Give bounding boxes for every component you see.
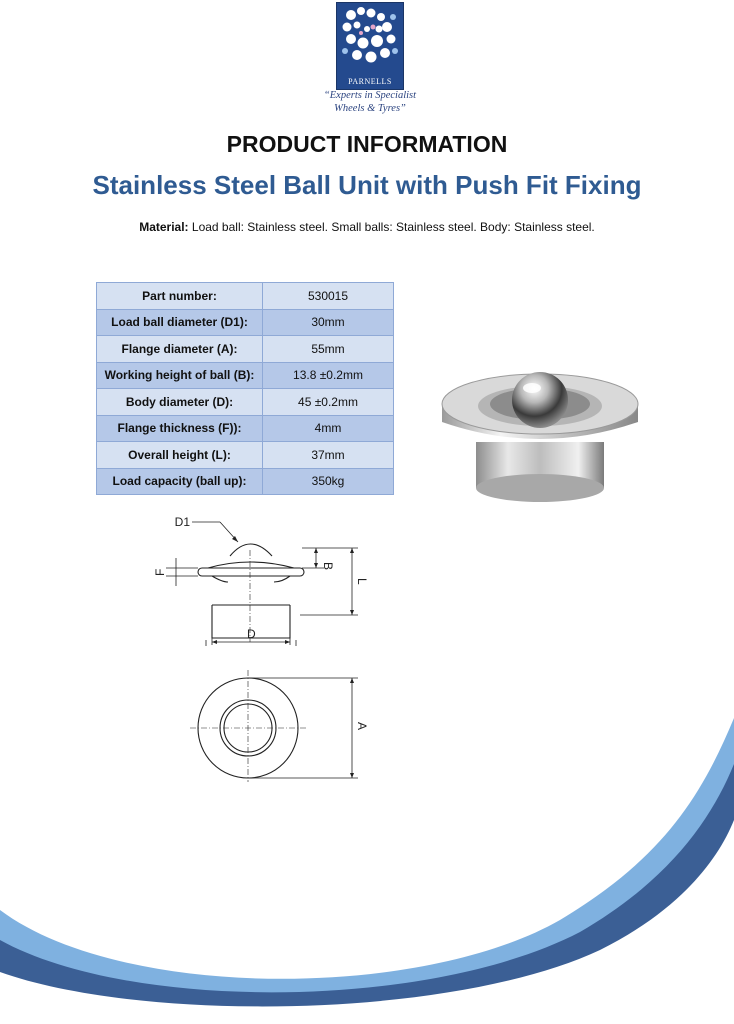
spec-row bbox=[97, 415, 394, 442]
spec-label: Flange thickness (F)): bbox=[97, 415, 263, 442]
spec-row bbox=[97, 336, 394, 363]
product-title: Stainless Steel Ball Unit with Push Fit Fixing bbox=[92, 170, 642, 200]
label-d: D bbox=[247, 627, 256, 641]
label-l: L bbox=[355, 578, 369, 585]
label-a: A bbox=[355, 722, 369, 731]
spec-label: Overall height (L): bbox=[97, 442, 263, 469]
material-label: Material: bbox=[139, 220, 189, 234]
spec-label: Load ball diameter (D1): bbox=[97, 309, 263, 336]
spec-row bbox=[97, 309, 394, 336]
label-d1: D1 bbox=[174, 515, 190, 529]
material-text: Load ball: Stainless steel. Small balls: Stainless steel. Body: Stainless steel. bbox=[188, 220, 595, 234]
logo-circles-icon bbox=[337, 3, 403, 75]
label-b: B bbox=[321, 562, 335, 571]
cap-outline bbox=[208, 562, 294, 568]
label-f: F bbox=[153, 568, 167, 576]
tagline-line-1: “Experts in Specialist bbox=[323, 90, 417, 101]
tagline-line-2: Wheels & Tyres” bbox=[334, 103, 406, 114]
spec-label: Part number: bbox=[97, 283, 263, 310]
spec-row bbox=[97, 362, 394, 389]
spec-label: Body diameter (D): bbox=[97, 389, 263, 416]
spec-row bbox=[97, 442, 394, 469]
page-heading: PRODUCT INFORMATION bbox=[226, 131, 508, 157]
logo-wordmark: PARNELLS bbox=[348, 77, 392, 86]
spec-row bbox=[97, 389, 394, 416]
spec-value: 37mm bbox=[263, 442, 394, 469]
spec-value: 530015 bbox=[263, 283, 394, 310]
spec-value: 30mm bbox=[263, 309, 394, 336]
spec-label: Load capacity (ball up): bbox=[97, 468, 263, 495]
spec-row bbox=[97, 468, 394, 495]
parnells-logo bbox=[336, 2, 404, 90]
spec-value: 350kg bbox=[263, 468, 394, 495]
decorative-wave bbox=[0, 700, 734, 1024]
spec-label: Working height of ball (B): bbox=[97, 362, 263, 389]
product-photo bbox=[440, 360, 640, 530]
logo-tagline bbox=[300, 89, 440, 115]
spec-label: Flange diameter (A): bbox=[97, 336, 263, 363]
spec-value: 13.8 ±0.2mm bbox=[263, 362, 394, 389]
material-line bbox=[0, 220, 734, 234]
spec-value: 4mm bbox=[263, 415, 394, 442]
flange-outline bbox=[198, 568, 304, 576]
spec-value: 55mm bbox=[263, 336, 394, 363]
spec-table bbox=[96, 282, 394, 495]
spec-value: 45 ±0.2mm bbox=[263, 389, 394, 416]
spec-row bbox=[97, 283, 394, 310]
